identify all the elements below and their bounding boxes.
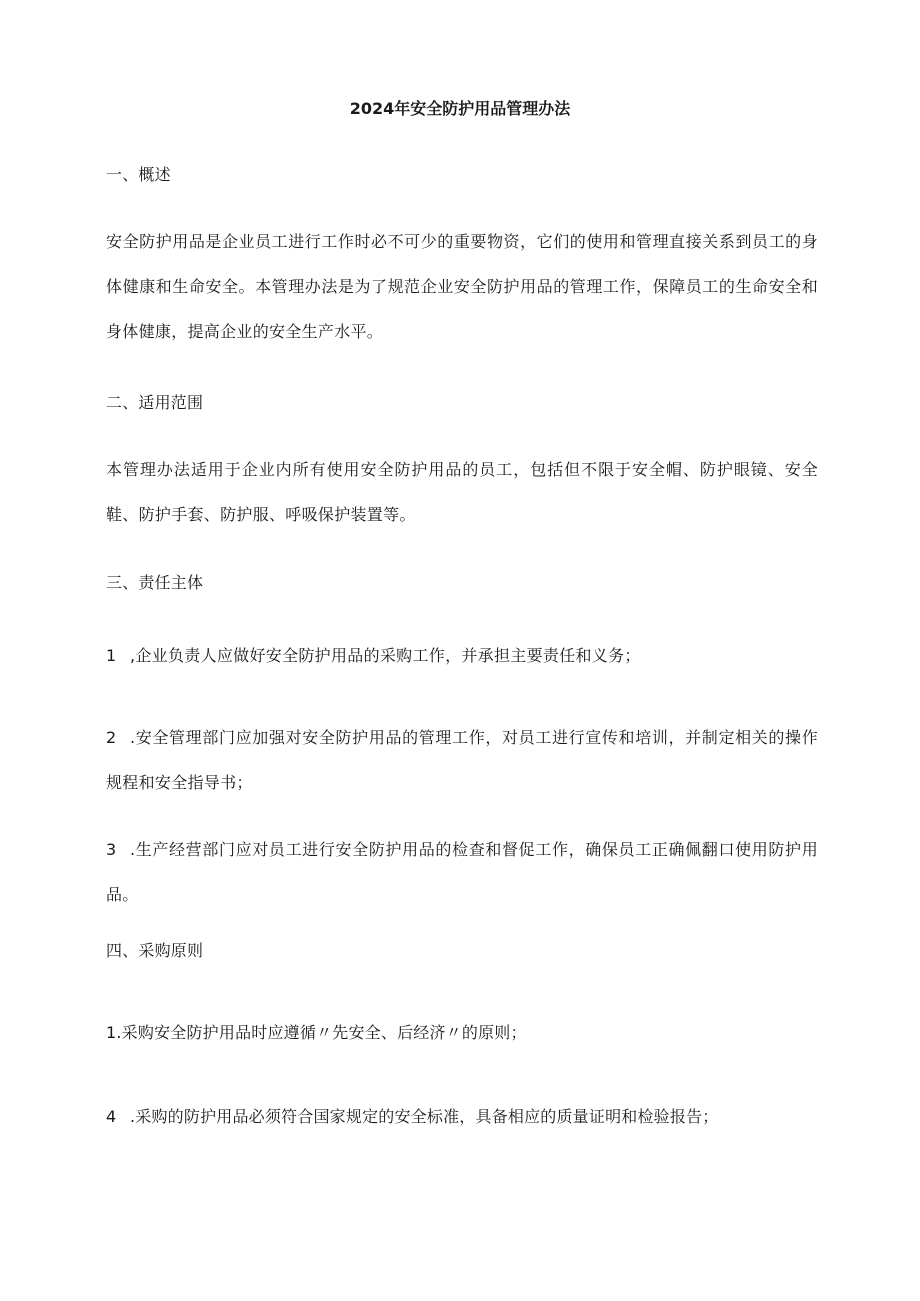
list-item-text: 1.采购安全防护用品时应遵循〃先安全、后经济〃的原则；: [106, 1023, 527, 1042]
section-heading: 三、责任主体: [106, 573, 204, 592]
paragraph: 本管理办法适用于企业内所有使用安全防护用品的员工，包括但不限于安全帽、防护眼镜、安全鞋、防护手套、防护服、呼吸保护装置等。: [106, 460, 818, 524]
list-item-text: .安全管理部门应加强对安全防护用品的管理工作，对员工进行宣传和培训，并制定相关的操作规程和安全指导书；: [106, 728, 818, 792]
list-item-text: ,企业负责人应做好安全防护用品的采购工作，并承担主要责任和义务；: [130, 646, 641, 665]
section-heading: 二、适用范围: [106, 393, 204, 412]
page-title: 2024年安全防护用品管理办法: [349, 99, 571, 118]
list-item-number: 4: [106, 1107, 117, 1126]
list-item: [106, 633, 818, 678]
list-item: [106, 827, 818, 917]
list-item-text: .生产经营部门应对员工进行安全防护用品的检查和督促工作，确保员工正确佩翻口使用防护用品。: [106, 840, 818, 904]
section-heading: 一、概述: [106, 165, 171, 184]
list-item-number: 1: [106, 646, 117, 665]
section-heading: 四、采购原则: [106, 941, 204, 960]
list-item-number: 3: [106, 840, 117, 859]
list-item-text: .采购的防护用品必须符合国家规定的安全标准，具备相应的质量证明和检验报告；: [130, 1107, 719, 1126]
list-item: [106, 715, 818, 805]
list-item: [106, 1105, 818, 1129]
paragraph: 安全防护用品是企业员工进行工作时必不可少的重要物资，它们的使用和管理直接关系到员工的身体健康和生命安全。本管理办法是为了规范企业安全防护用品的管理工作，保障员工的生命安全和身体健康，提高企业的安全生产水平。: [106, 232, 818, 341]
list-item-number: 2: [106, 728, 117, 747]
list-item: [106, 1021, 818, 1045]
